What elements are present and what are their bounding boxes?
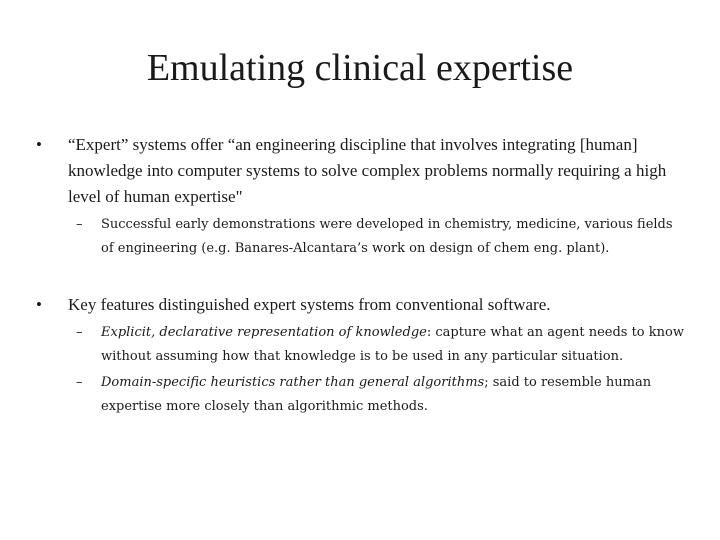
bullet-marker: •: [36, 295, 42, 314]
bullet-text: “Expert” systems offer “an engineering discipline that involves integrating [human] knowledge into computer systems to solve complex problems normally requiring a high level of human expertise": [68, 135, 667, 206]
sub-bullet-text: : capture what an agent needs to know without assuming how that knowledge is to be used in any particular situation.: [101, 325, 684, 364]
slide-content: [36, 132, 686, 418]
sub-bullet-emphasis: Domain-specific heuristics rather than general algorithms: [101, 375, 485, 390]
sub-bullet-item: [36, 321, 686, 368]
sub-bullet-emphasis: Explicit, declarative representation of knowledge: [101, 325, 427, 340]
bullet-text: Key features distinguished expert systems from conventional software.: [68, 295, 551, 314]
bullet-item: [36, 132, 686, 210]
sub-bullet-item: [36, 213, 686, 260]
sub-bullet-marker: –: [76, 325, 83, 340]
sub-bullet-text: ; said to resemble human expertise more closely than algorithmic methods.: [101, 375, 652, 414]
bullet-marker: •: [36, 135, 42, 154]
sub-bullet-item: [36, 371, 686, 418]
bullet-item: [36, 292, 686, 318]
sub-bullet-marker: –: [76, 217, 83, 232]
slide-title: Emulating clinical expertise: [146, 47, 574, 89]
sub-bullet-text: Successful early demonstrations were developed in chemistry, medicine, various fields of engineering (e.g. Banares-Alcantara’s work on design of chem eng. plant).: [101, 217, 673, 256]
sub-bullet-marker: –: [76, 375, 83, 390]
